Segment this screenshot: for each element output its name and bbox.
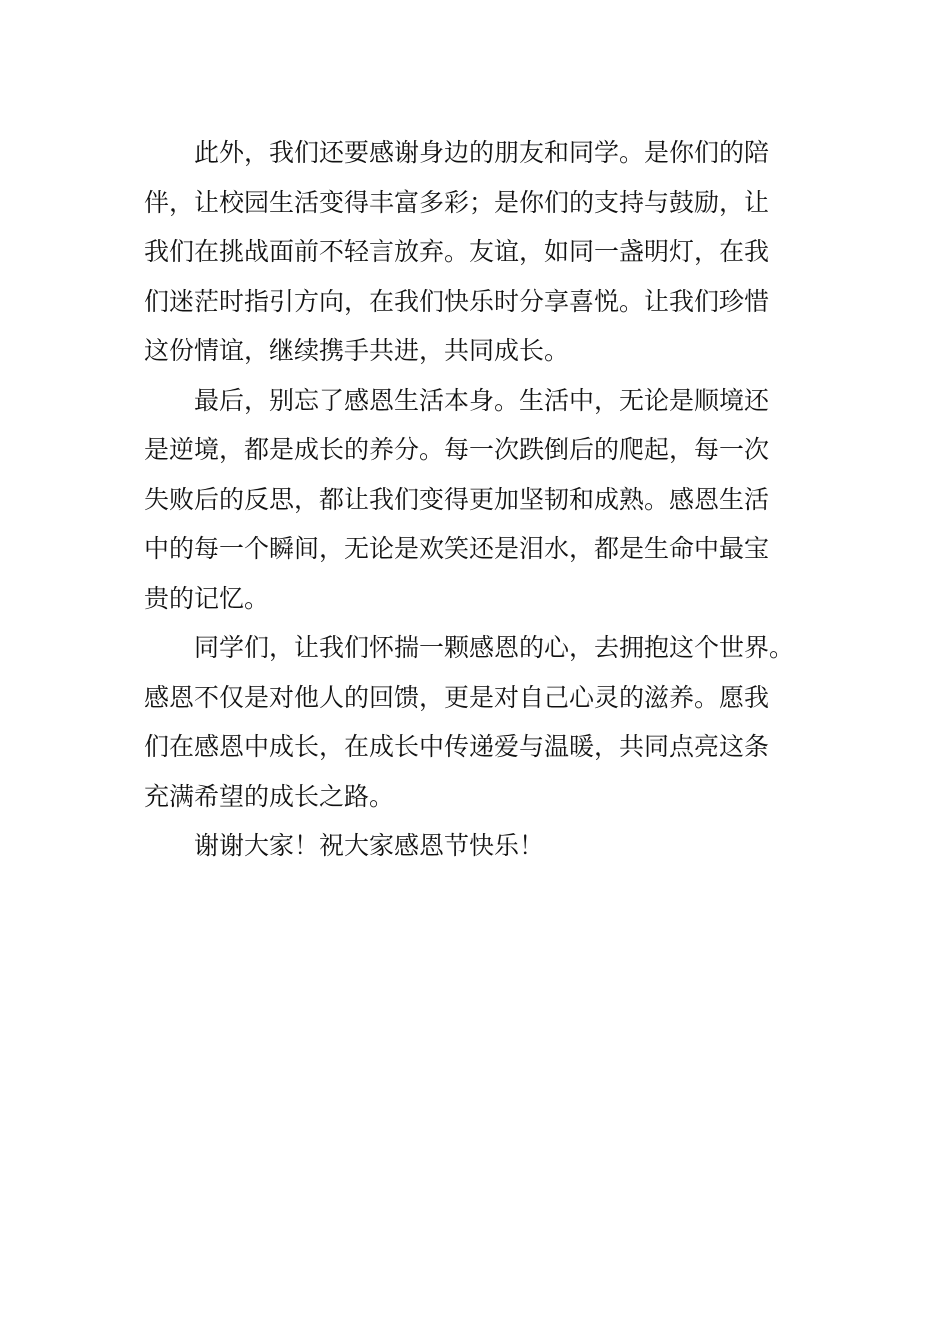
text-line: 是逆境，都是成长的养分。每一次跌倒后的爬起，每一次 — [144, 435, 770, 464]
paragraph-classmates — [144, 623, 808, 821]
text-line: 此外，我们还要感谢身边的朋友和同学。是你们的陪 — [194, 138, 770, 167]
text-line: 我们在挑战面前不轻言放弃。友谊，如同一盏明灯，在我 — [144, 237, 770, 266]
text-line: 中的每一个瞬间，无论是欢笑还是泪水，都是生命中最宝 — [144, 534, 770, 563]
text-line: 充满希望的成长之路。 — [144, 781, 395, 811]
paragraph-closing — [144, 821, 808, 871]
document-body — [144, 128, 808, 871]
text-line: 谢谢大家！祝大家感恩节快乐！ — [194, 831, 545, 860]
paragraph-friends — [144, 128, 808, 376]
text-line: 们迷茫时指引方向，在我们快乐时分享喜悦。让我们珍惜 — [144, 286, 770, 316]
text-line: 这份情谊，继续携手共进，共同成长。 — [144, 336, 570, 365]
text-line: 贵的记忆。 — [144, 583, 270, 613]
paragraph-life — [144, 376, 808, 624]
text-line: 感恩不仅是对他人的回馈，更是对自己心灵的滋养。愿我 — [144, 682, 770, 712]
text-line: 们在感恩中成长，在成长中传递爱与温暖，共同点亮这条 — [144, 732, 770, 761]
text-line: 最后，别忘了感恩生活本身。生活中，无论是顺境还 — [194, 385, 770, 415]
text-line: 伴，让校园生活变得丰富多彩；是你们的支持与鼓励，让 — [144, 187, 770, 217]
text-line: 同学们，让我们怀揣一颗感恩的心，去拥抱这个世界。 — [194, 633, 795, 662]
text-line: 失败后的反思，都让我们变得更加坚韧和成熟。感恩生活 — [144, 484, 770, 514]
